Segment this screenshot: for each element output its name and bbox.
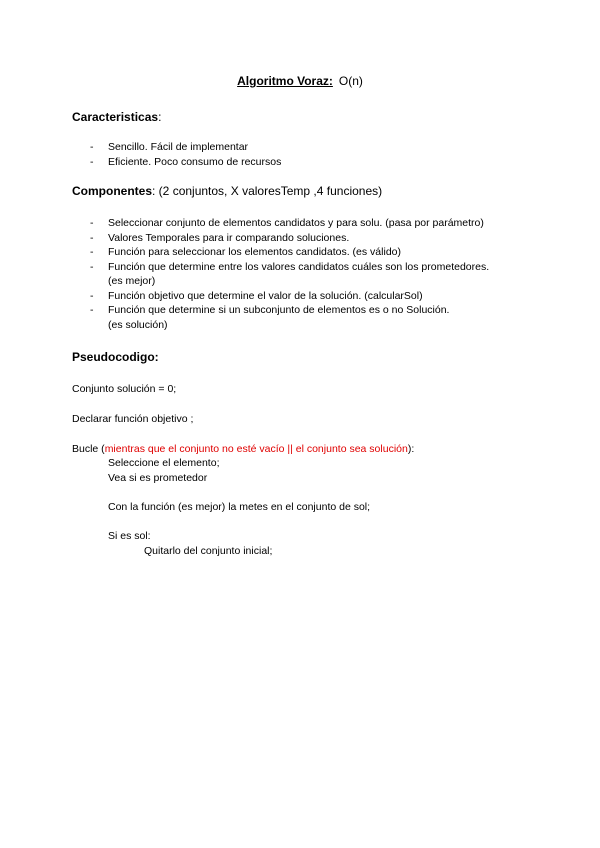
list-item: - Sencillo. Fácil de implementar xyxy=(90,141,249,153)
list-item: - Función que determine si un subconjunto de elementos es o no Solución. (es solución) xyxy=(90,304,450,331)
bucle-prefix: Bucle ( xyxy=(72,443,105,455)
componentes-heading xyxy=(72,184,382,198)
list-item: - Seleccionar conjunto de elementos candidatos y para solu. (pasa por parámetro) xyxy=(90,217,484,229)
bucle-suffix: ): xyxy=(407,443,415,455)
code-line: Seleccione el elemento; xyxy=(108,457,220,469)
document-title xyxy=(0,74,600,88)
caracteristicas-heading-suffix: : xyxy=(158,110,162,124)
title-text: Algoritmo Voraz: xyxy=(237,74,333,88)
code-line: Declarar función objetivo ; xyxy=(72,413,194,425)
code-line: Quitarlo del conjunto inicial; xyxy=(144,545,273,557)
caracteristicas-list xyxy=(90,140,281,169)
code-line-bucle xyxy=(72,442,414,456)
pseudocodigo-heading-text: Pseudocodigo: xyxy=(72,350,159,364)
list-item: - Valores Temporales para ir comparando soluciones. xyxy=(90,231,350,244)
title-complexity: O(n) xyxy=(338,74,363,88)
code-line: Conjunto solución = 0; xyxy=(72,383,177,395)
list-item: - Función para seleccionar los elementos candidatos. (es válido) xyxy=(90,246,401,258)
bucle-condition: mientras que el conjunto no esté vacío || el conjunto sea solución xyxy=(104,443,408,455)
componentes-heading-text: Componentes xyxy=(72,184,153,198)
code-line: Con la función (es mejor) la metes en el conjunto de sol; xyxy=(108,501,371,513)
code-line: Vea si es prometedor xyxy=(108,472,208,484)
list-item: - Función que determine entre los valores candidatos cuáles son los prometedores. (es mejor) xyxy=(90,260,490,287)
caracteristicas-heading-text: Caracteristicas xyxy=(72,110,159,124)
componentes-heading-suffix: : (2 conjuntos, X valoresTemp ,4 funciones) xyxy=(152,184,383,198)
componentes-list xyxy=(90,216,489,332)
list-item: - Función objetivo que determine el valor de la solución. (calcularSol) xyxy=(90,289,423,302)
list-item: - Eficiente. Poco consumo de recursos xyxy=(90,155,282,168)
pseudocodigo-heading xyxy=(72,350,159,364)
code-line: Si es sol: xyxy=(108,530,151,542)
caracteristicas-heading xyxy=(72,110,161,124)
